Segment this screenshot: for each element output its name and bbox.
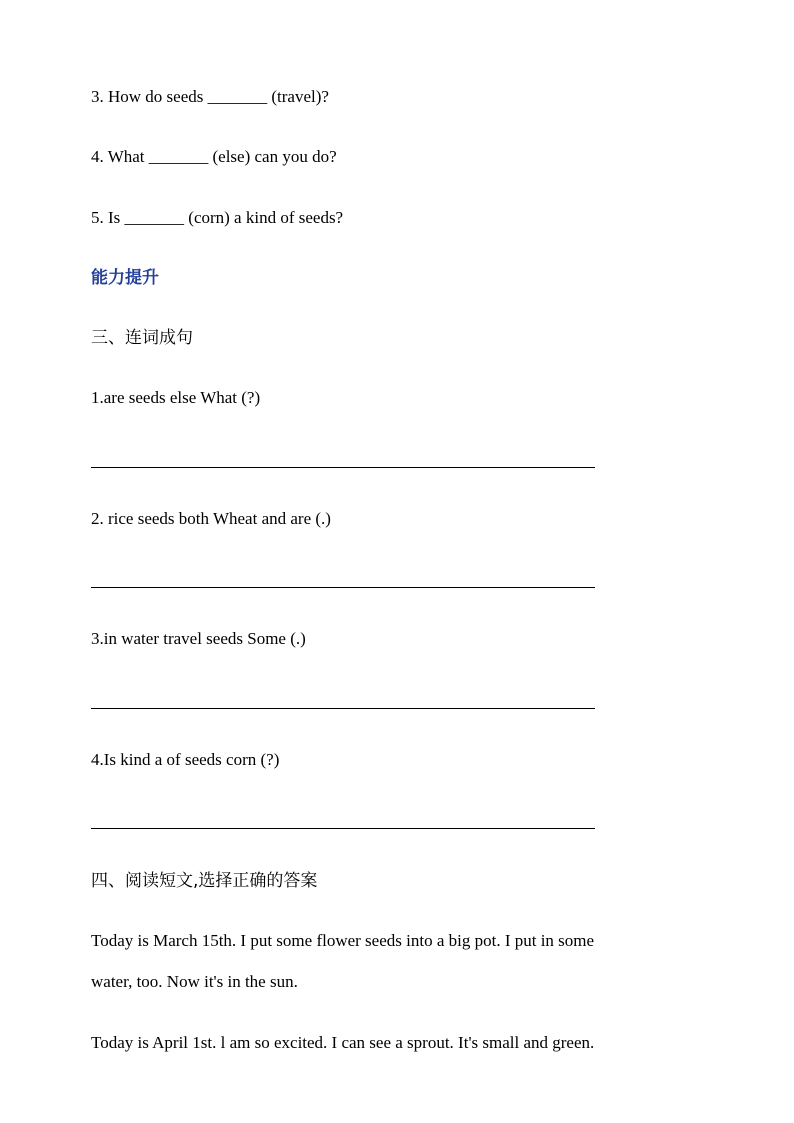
answer-line-4[interactable] (91, 828, 595, 829)
fill-blank-item-5: 5. Is _______ (corn) a kind of seeds? (91, 208, 344, 227)
section-3-title: 三、连词成句 (91, 328, 193, 348)
reorder-item-1: 1.are seeds else What (?) (91, 388, 261, 407)
ability-heading: 能力提升 (91, 268, 159, 288)
answer-line-3[interactable] (91, 708, 595, 709)
reorder-item-3: 3.in water travel seeds Some (.) (91, 629, 306, 648)
fill-blank-item-4: 4. What _______ (else) can you do? (91, 147, 337, 166)
reorder-item-4: 4.Is kind a of seeds corn (?) (91, 750, 280, 769)
answer-line-1[interactable] (91, 467, 595, 468)
reorder-item-2: 2. rice seeds both Wheat and are (.) (91, 509, 331, 528)
section-4-title: 四、阅读短文,选择正确的答案 (91, 871, 318, 891)
reading-paragraph-line-2: water, too. Now it's in the sun. (91, 972, 298, 991)
answer-line-2[interactable] (91, 587, 595, 588)
reading-paragraph-line-3: Today is April 1st. l am so excited. I can see a sprout. It's small and green. (91, 1033, 595, 1052)
reading-paragraph-line-1: Today is March 15th. I put some flower seeds into a big pot. I put in some (91, 931, 595, 950)
fill-blank-item-3: 3. How do seeds _______ (travel)? (91, 87, 329, 106)
